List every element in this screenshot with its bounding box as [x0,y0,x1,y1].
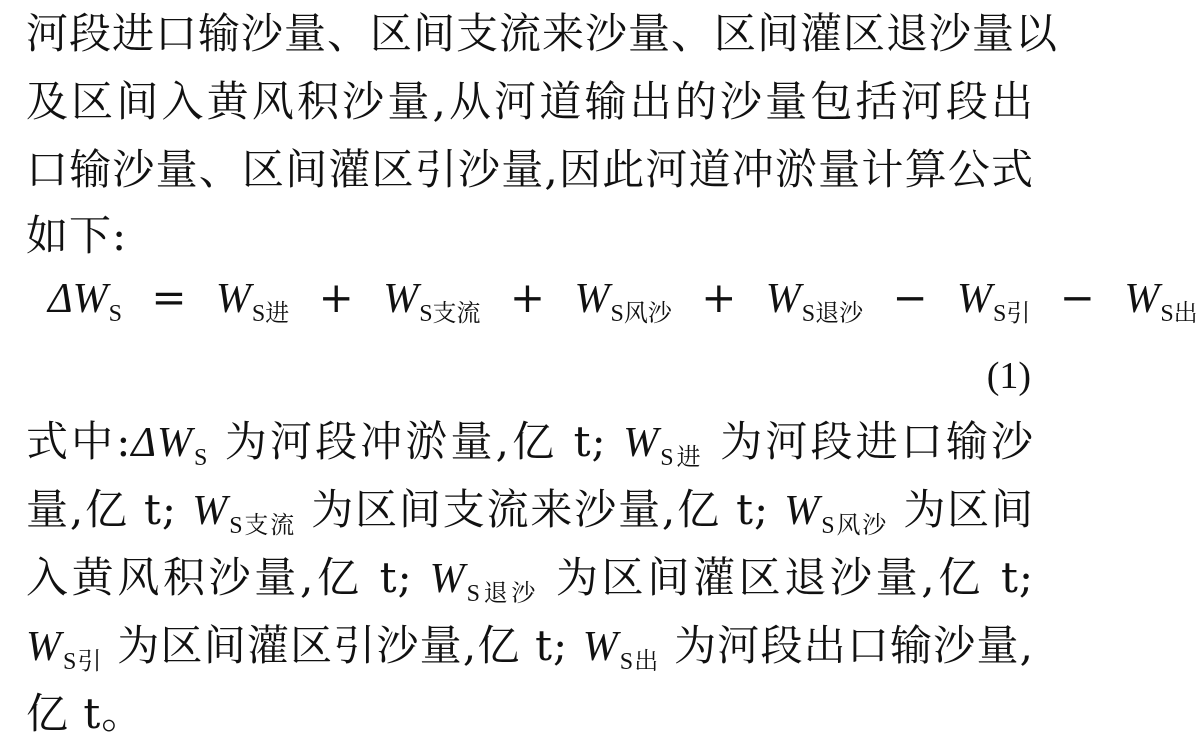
definition-variable [784,488,889,539]
variable-symbol: W [582,624,619,670]
definition-variable [26,624,103,675]
paragraph-line-4: 如下: [26,211,128,260]
variable-symbol: W [429,556,466,602]
variable-symbol: W [26,624,62,670]
definition-variable [623,420,704,471]
term-subscript: S风沙 [610,301,672,327]
definition-text: 为河段进口输沙 [703,417,1034,466]
term-subscript: S引 [993,301,1031,327]
paragraph-line-2: 及区间入黄风积沙量,从河道输出的沙量包括河段出 [26,77,1034,126]
definition-line-4 [26,616,1034,692]
term-subscript: S出 [1160,301,1198,327]
definition-variable [192,488,297,539]
variable-symbol: ΔW [131,420,194,466]
definition-line-3 [26,548,1034,624]
variable-subscript: S [194,445,209,471]
definition-text: 为河段冲淤量,亿 t; [208,417,624,466]
term-tributary [383,276,481,327]
definition-text: 式中: [26,417,132,466]
term-symbol: W [765,276,801,322]
paragraph-line-1: 河段进口输沙量、区间支流来沙量、区间灌区退沙量以 [26,9,1059,58]
term-symbol: W [1124,276,1160,322]
term-symbol: W [957,276,993,322]
variable-subscript: S出 [619,649,660,675]
term-subscript: S进 [251,301,290,327]
definition-variable [582,624,660,675]
operator: + [509,273,546,322]
term-symbol: W [215,276,251,322]
definition-text: 为区间 [888,485,1034,534]
term-outlet [1124,276,1198,327]
operator: − [1059,273,1095,322]
sediment-balance-equation [48,268,1198,344]
equals-sign: = [151,273,187,322]
definition-text: 量,亿 t; [26,485,193,534]
variable-symbol: W [623,420,660,466]
term-subscript: S退沙 [801,301,864,327]
variable-subscript: S支流 [229,513,297,539]
definition-text: 入黄风积沙量,亿 t; [26,553,430,602]
term-subscript: S支流 [419,301,481,327]
paragraph-line-3: 口输沙量、区间灌区引沙量,因此河道冲淤量计算公式 [26,145,1034,194]
term-return [765,276,864,327]
operator: + [318,273,354,322]
operator: + [701,273,737,322]
term-diversion [957,276,1031,327]
definition-text: 为区间支流来沙量,亿 t; [296,485,785,534]
definition-text: 为区间灌区引沙量,亿 t; [102,621,583,670]
definition-variable [131,420,209,471]
variable-symbol: W [784,488,821,534]
definition-line-2 [26,480,1034,556]
variable-subscript: S引 [63,649,103,675]
variable-subscript: S退沙 [466,581,539,607]
operator: − [892,273,928,322]
term-symbol: W [574,276,610,322]
variable-symbol: W [192,488,229,534]
lhs-symbol: ΔW [48,276,108,322]
definition-line-1 [26,412,1034,488]
definition-line-5: 亿 t。 [26,689,145,738]
definition-text: 为区间灌区退沙量,亿 t; [539,553,1034,602]
term-aeolian [574,276,672,327]
term-inlet [215,276,290,327]
equation-number: (1) [986,355,1031,397]
definition-variable [429,556,539,607]
equation-lhs [48,276,122,327]
definition-text: 为河段出口输沙量, [659,621,1034,670]
variable-subscript: S风沙 [821,513,889,539]
term-symbol: W [383,276,419,322]
variable-subscript: S进 [660,445,704,471]
lhs-subscript: S [108,301,122,327]
